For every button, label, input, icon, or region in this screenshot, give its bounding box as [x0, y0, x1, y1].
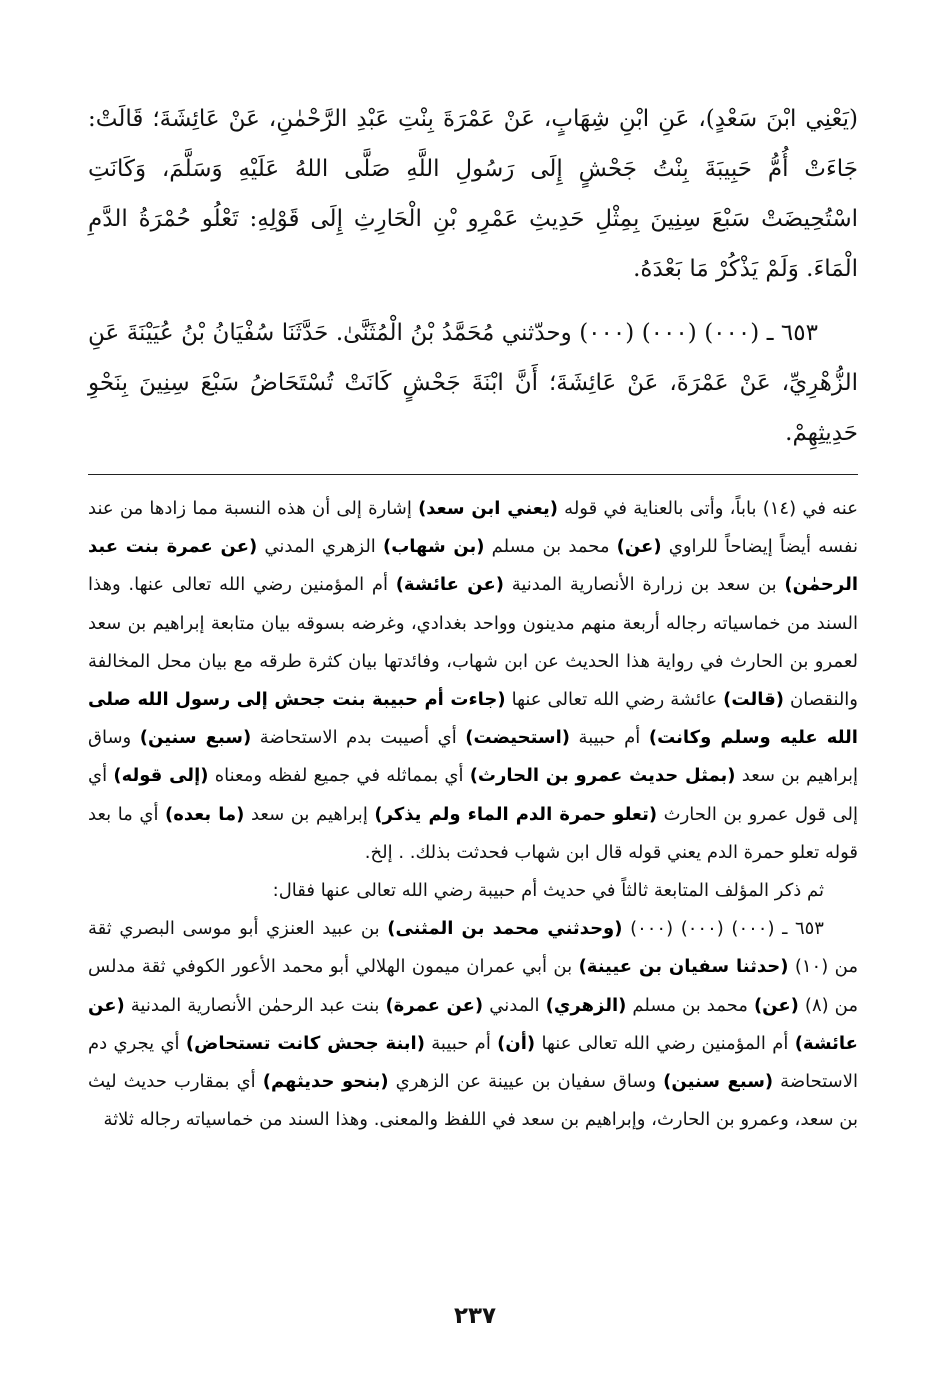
text-run: محمد بن مسلم — [484, 536, 617, 558]
text-run: أي أصيبت بدم الاستحاضة — [251, 727, 466, 749]
bold-quote-run: (بن شهاب) — [382, 536, 485, 558]
text-run: أم حبيبة — [424, 1032, 498, 1054]
text-run: إشارة إلى أن هذه النسبة مما زادها من عند نفسه أيضاً إيضاحاً للراوي — [88, 498, 859, 558]
hadith-text-block — [88, 94, 858, 458]
bold-quote-run: (ابنة جحش كانت تستحاض) — [185, 1032, 425, 1054]
text-run: بن سعد بن زرارة الأنصارية المدنية — [503, 574, 785, 596]
text-run: ٦٥٣ ـ (٠٠٠) (٠٠٠) (٠٠٠) — [622, 918, 824, 940]
text-run: بن عبيد العنزي أبو موسى البصري ثقة من (١٠) — [88, 918, 859, 978]
bold-quote-run: (يعني ابن سعد) — [418, 498, 558, 519]
commentary-block — [88, 490, 858, 1139]
bold-quote-run: (عن عائشة) — [395, 574, 504, 596]
footnote-separator-line — [88, 474, 858, 475]
commentary-paragraph-2 — [88, 872, 858, 910]
text-run: أي ما بعد قوله تعلو حمرة الدم يعني قوله قال ابن شهاب فحدثت بذلك. . إلخ. — [88, 803, 858, 863]
bold-quote-run: (الزهري) — [545, 994, 627, 1016]
text-run: إبراهيم بن سعد — [244, 803, 375, 825]
text-run: أي بمقارب حديث ليث بن سعد، وعمرو بن الحارث، وإبراهيم بن سعد في اللفظ والمعنى. وهذا السند من خماسياته رجاله ثلاثة — [88, 1071, 858, 1131]
bold-quote-run: (ما بعده) — [165, 803, 245, 825]
bold-quote-run: (تعلو حمرة الدم الماء ولم يذكر) — [374, 803, 658, 825]
bold-quote-run: (استحيضت) — [465, 727, 571, 749]
text-run: وساق إبراهيم بن سعد — [88, 727, 859, 787]
text-run: عنه في (١٤) باباً، وأتى بالعناية في قوله — [557, 498, 858, 519]
text-run: بنت عبد الرحمٰن الأنصارية المدنية — [124, 994, 386, 1016]
commentary-paragraph-3 — [88, 910, 858, 1139]
bold-quote-run: (وحدثني محمد بن المثنى) — [387, 918, 623, 940]
text-run: أي بمماثله في جميع لفظه ومعناه — [208, 765, 470, 787]
commentary-paragraph-1 — [88, 490, 858, 872]
bold-quote-run: (بنحو حديثهم) — [262, 1071, 389, 1093]
text-run: أم حبيبة — [570, 727, 649, 749]
bold-quote-run: (إلى قوله) — [113, 765, 209, 787]
text-run: ثم ذكر المؤلف المتابعة ثالثاً في حديث أم حبيبة رضي الله تعالى عنها فقال: — [272, 880, 824, 902]
text-run: وساق سفيان بن عيينة عن الزهري — [388, 1071, 664, 1093]
bold-quote-run: (عن) — [753, 994, 799, 1016]
hadith-paragraph-2: ٦٥٣ ـ (٠٠٠) (٠٠٠) (٠٠٠) وحدّثني مُحَمَّدُ بْنُ الْمُثَنَّىٰ. حَدَّثَنَا سُفْيَانُ بْنُ عُيَيْنَةَ عَنِ الزُّهْرِيِّ، عَنْ عَمْرَةَ، عَنْ عَائِشَةَ؛ أَنَّ ابْنَةَ جَحْشٍ كَانَتْ تُسْتَحَاضُ سَبْعَ سِنِينَ بِنَحْوِ حَدِيثِهِمْ. — [88, 320, 858, 446]
text-run: الزهري المدني — [257, 536, 383, 558]
bold-quote-run: (حدثنا سفيان بن عيينة) — [578, 956, 789, 978]
bold-quote-run: (سبع سنين) — [663, 1071, 774, 1093]
hadith-paragraph-1: (يَعْنِي ابْنَ سَعْدٍ)، عَنِ ابْنِ شِهَابٍ، عَنْ عَمْرَةَ بِنْتِ عَبْدِ الرَّحْمٰنِ، عَنْ عَائِشَةَ؛ قَالَتْ: جَاءَتْ أُمُّ حَبِيبَةَ بِنْتُ جَحْشٍ إِلَى رَسُولِ اللَّهِ صَلَّى اللهُ عَلَيْهِ وَسَلَّمَ، وَكَانَتِ اسْتُحِيضَتْ سَبْعَ سِنِينَ بِمِثْلِ حَدِيثِ عَمْرِو بْنِ الْحَارِثِ إِلَى قَوْلِهِ: تَعْلُو حُمْرَةُ الدَّمِ الْمَاءَ. وَلَمْ يَذْكُرْ مَا بَعْدَهُ. — [88, 106, 858, 282]
text-run: أم المؤمنين رضي الله تعالى عنها. وهذا السند من خماسياته رجاله أربعة منهم مدينون وواحد بغدادي، وغرضه بسوقه بيان متابعة إبراهيم بن سعد لعمرو بن الحارث في رواية هذا الحديث عن ابن شهاب، وفائدتها بيان كثرة طرقه مع بيان محل المخالفة والنقصان — [88, 574, 858, 711]
bold-quote-run: (عن) — [616, 536, 662, 558]
text-run: محمد بن مسلم — [626, 994, 754, 1016]
bold-quote-run: (بمثل حديث عمرو بن الحارث) — [469, 765, 736, 787]
page-number: ٢٣٧ — [453, 1303, 497, 1329]
text-run: أي يجري دم الاستحاضة — [88, 1032, 858, 1093]
text-run: أم المؤمنين رضي الله تعالى عنها — [535, 1032, 795, 1054]
bold-quote-run: (عن عمرة) — [385, 994, 484, 1016]
text-run: عائشة رضي الله تعالى عنها — [505, 689, 724, 711]
text-run: المدني — [483, 994, 546, 1016]
bold-quote-run: (قالت) — [723, 689, 784, 711]
text-run: بن أبي عمران ميمون الهلالي أبو محمد الأعور الكوفي ثقة مدلس من (٨) — [88, 956, 859, 1016]
bold-quote-run: (عن عائشة) — [88, 994, 858, 1054]
bold-quote-run: (سبع سنين) — [139, 727, 252, 749]
bold-quote-run: (أن) — [497, 1032, 536, 1054]
text-run: أي إلى قول عمرو بن الحارث — [88, 765, 858, 825]
bold-quote-run: (جاءت أم حبيبة بنت جحش إلى رسول الله صلى الله عليه وسلم وكانت) — [88, 689, 858, 749]
bold-quote-run: (عن عمرة بنت عبد الرحمٰن) — [88, 536, 858, 596]
